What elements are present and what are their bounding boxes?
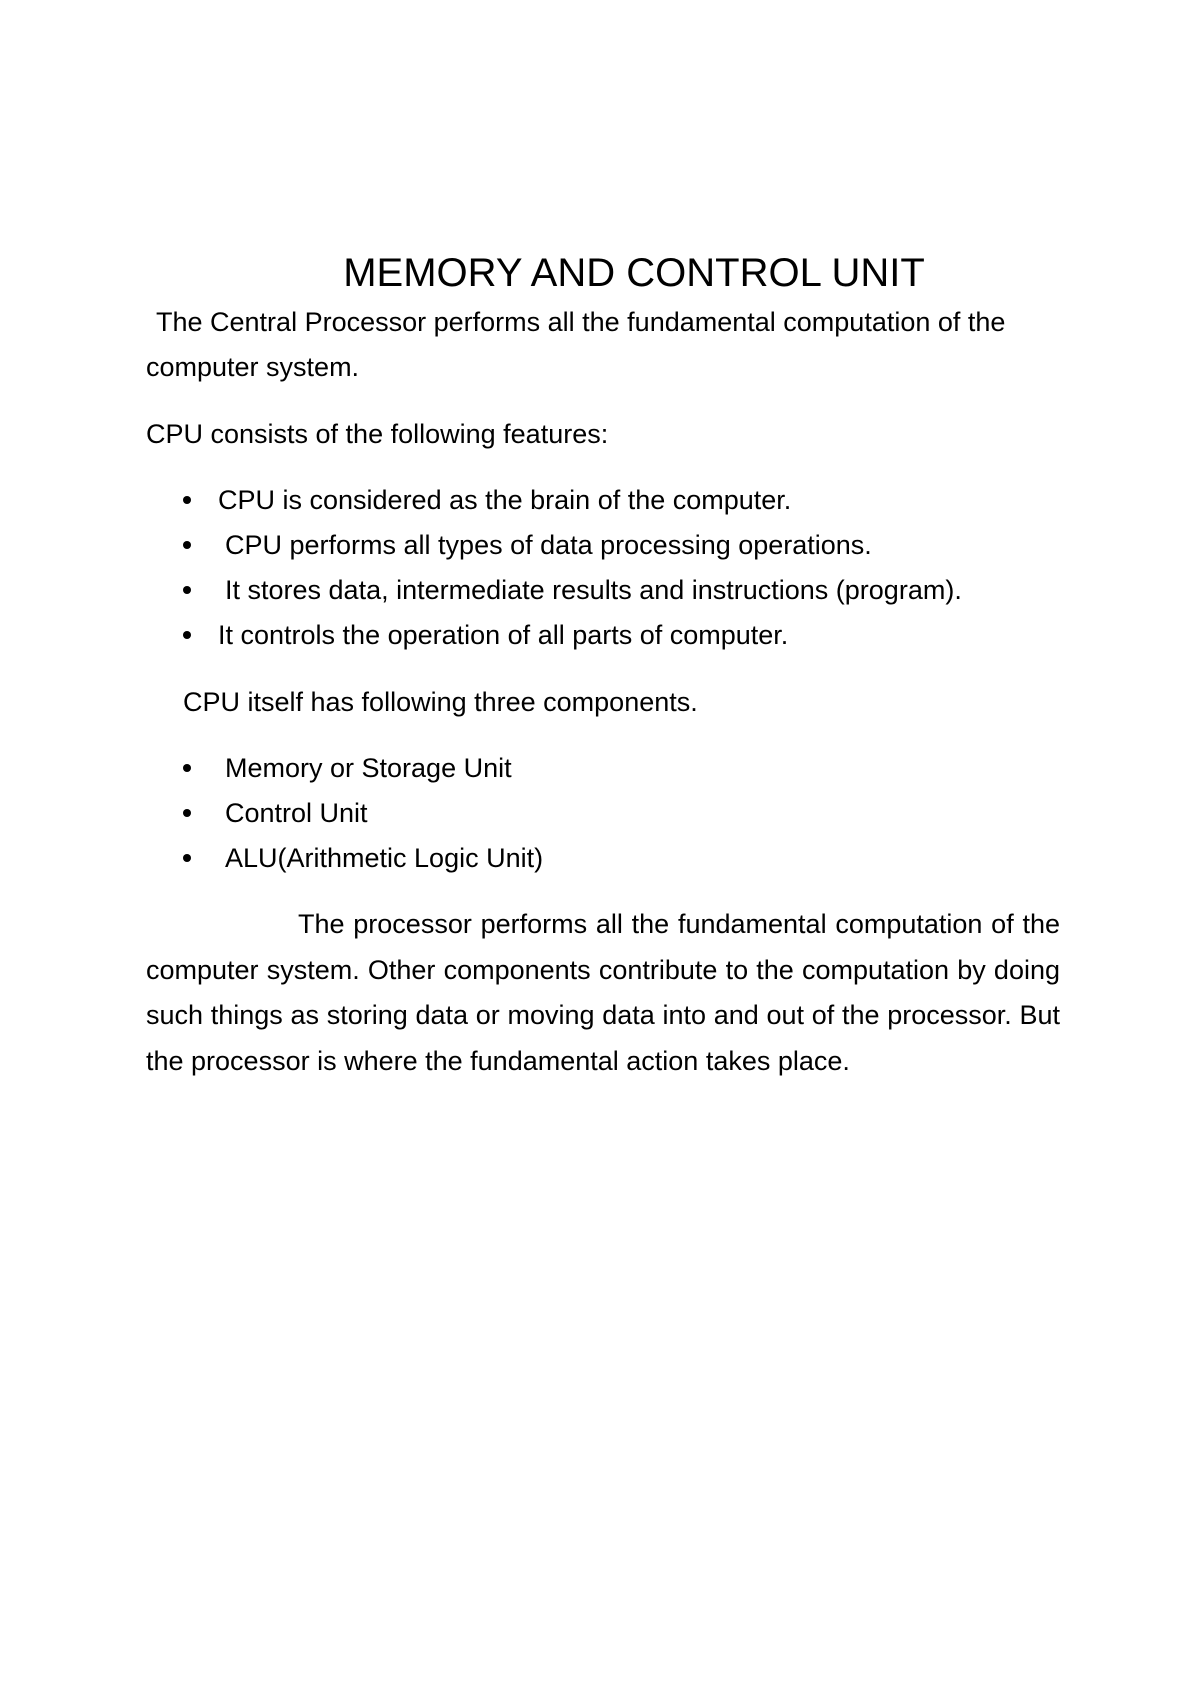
bullet-dot-icon bbox=[183, 631, 191, 639]
list-item-text: It controls the operation of all parts of computer. bbox=[218, 620, 789, 650]
list-item bbox=[183, 478, 1083, 523]
list-item bbox=[183, 791, 783, 836]
list-item bbox=[183, 523, 1083, 568]
bullet-dot-icon bbox=[183, 586, 191, 594]
list-item bbox=[183, 746, 783, 791]
list-item-text: Memory or Storage Unit bbox=[225, 753, 512, 783]
list-item bbox=[183, 568, 1083, 613]
closing-paragraph: The processor performs all the fundamental computation of the computer system. Other components contribute to the computation by doing such things as storing data or moving data into and out of the processor. But the processor is where the fundamental action takes place. bbox=[146, 909, 1060, 1076]
features-lead-text: CPU consists of the following features: bbox=[146, 419, 609, 449]
list-item-text: CPU performs all types of data processing operations. bbox=[225, 530, 872, 560]
list-item bbox=[183, 836, 783, 881]
list-item-text: Control Unit bbox=[225, 798, 368, 828]
components-lead-text: CPU itself has following three components. bbox=[183, 687, 698, 717]
bullet-dot-icon bbox=[183, 809, 191, 817]
list-item bbox=[183, 613, 1083, 658]
list-item-text: ALU(Arithmetic Logic Unit) bbox=[225, 843, 544, 873]
bullet-dot-icon bbox=[183, 764, 191, 772]
components-list bbox=[183, 746, 783, 881]
bullet-dot-icon bbox=[183, 496, 191, 504]
page-title: MEMORY AND CONTROL UNIT bbox=[343, 250, 925, 295]
features-list bbox=[183, 478, 1083, 658]
list-item-text: It stores data, intermediate results and instructions (program). bbox=[225, 575, 962, 605]
intro-paragraph: The Central Processor performs all the fundamental computation of the computer system. bbox=[146, 307, 1006, 382]
bullet-dot-icon bbox=[183, 854, 191, 862]
list-item-text: CPU is considered as the brain of the computer. bbox=[218, 485, 792, 515]
bullet-dot-icon bbox=[183, 541, 191, 549]
